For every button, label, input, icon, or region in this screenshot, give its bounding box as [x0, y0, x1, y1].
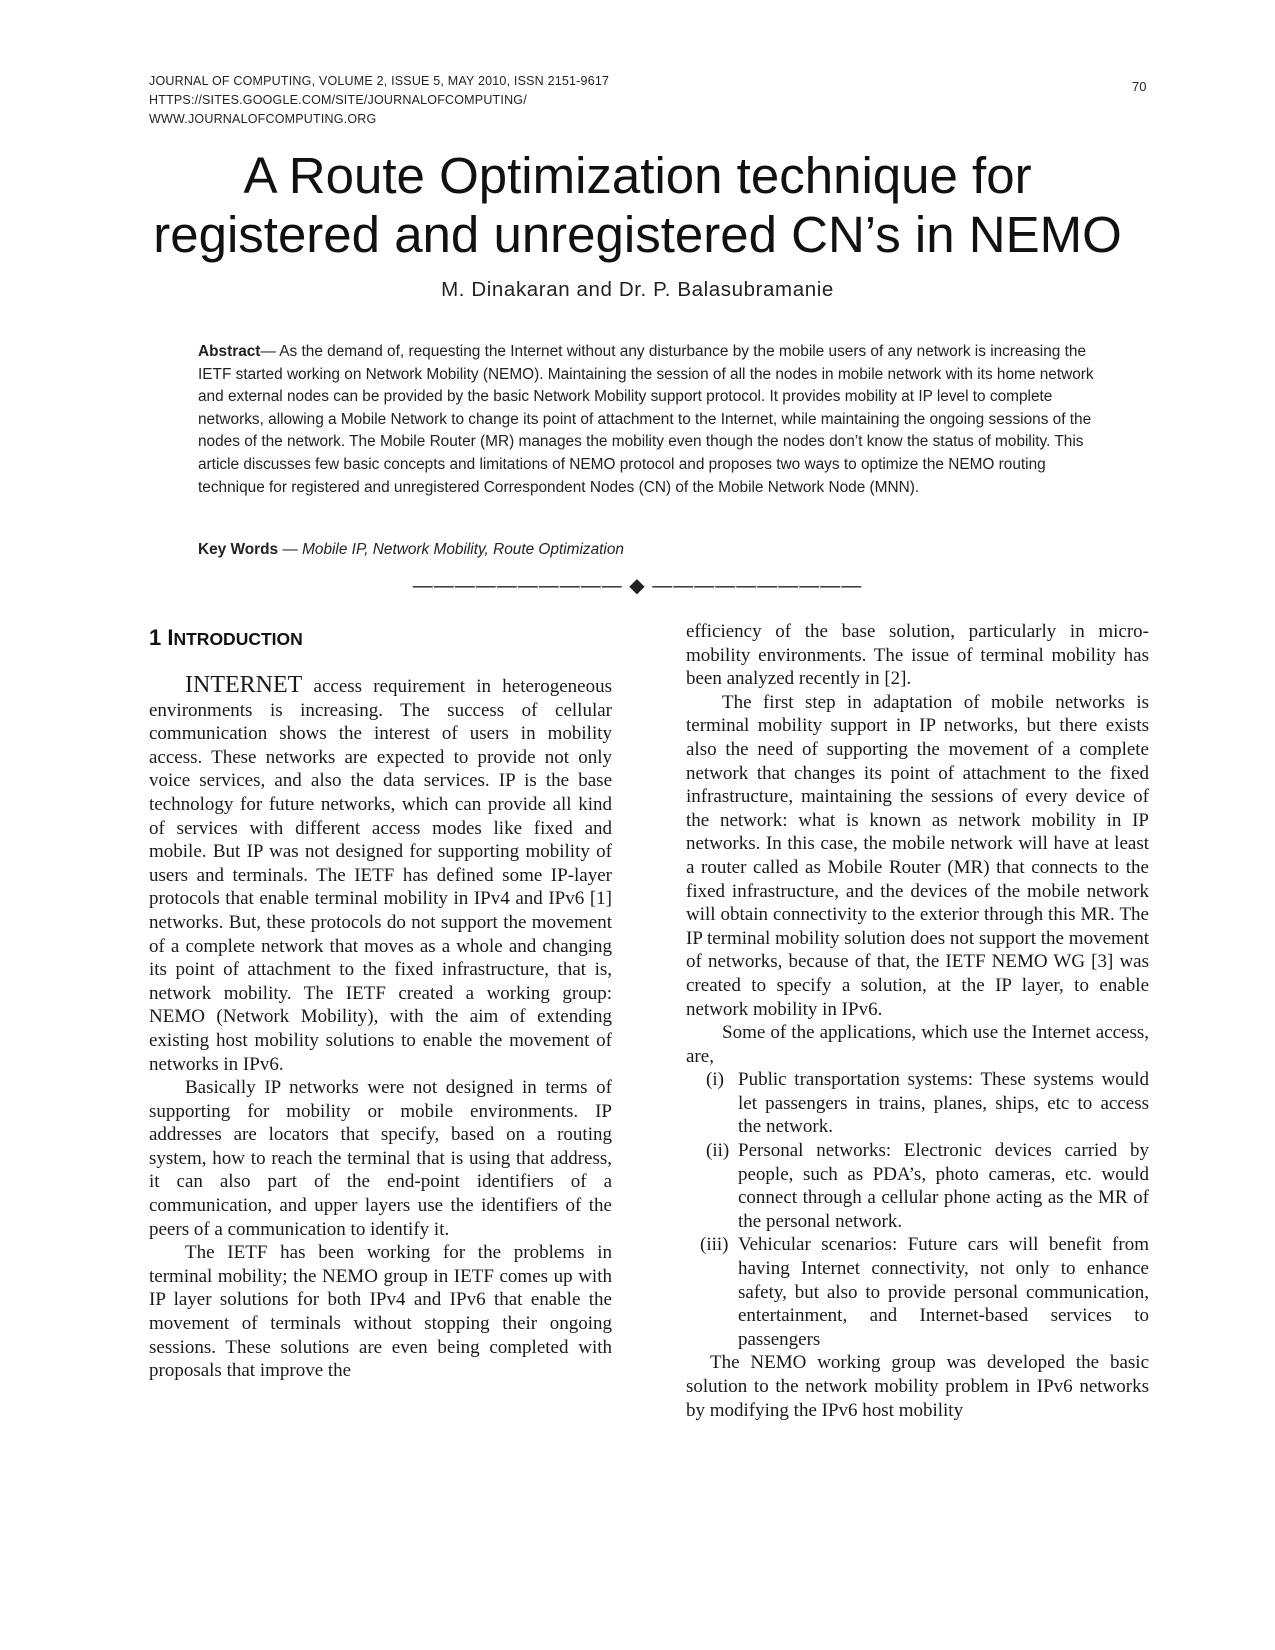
abstract-label: Abstract [198, 343, 261, 360]
list-item-text: Vehicular scenarios: Future cars will benefit from having Internet connectivity, not only to enhance safety, but also to provide personal communication, entertainment, and Internet-based services to passengers [738, 1234, 1149, 1350]
section-heading [149, 625, 303, 651]
list-item [686, 1068, 1149, 1139]
authors: M. Dinakaran and Dr. P. Balasubramanie [441, 278, 834, 301]
intro-paragraph-1-text: access requirement in heterogeneous environments is increasing. The success of cellular communication shows the interest of users in mobility access. These networks are expected to provide not only voice services, and also the data services. IP is the base technology for future networks, which can provide all kind of services with different access modes like fixed and mobile. But IP was not designed for supporting mobility of users and terminals. The IETF has defined some IP-layer protocols that enable terminal mobility in IPv4 and IPv6 [1] networks. But, these protocols do not support the movement of a complete network that moves as a whole and changing its point of attachment to the fixed infrastructure, that is, network mobility. The IETF created a working group: NEMO (Network Mobility), with the aim of extending existing host mobility solutions to enable the movement of networks in IPv6. [149, 676, 612, 1075]
paper-title [0, 146, 1275, 264]
paper-title-line1: A Route Optimization technique for [243, 147, 1032, 204]
keywords-label: Key Words [198, 541, 279, 558]
paper-title-line2: registered and unregistered CN’s in NEMO [153, 206, 1122, 263]
list-item-number: (iii) [700, 1234, 729, 1256]
list-item [686, 1139, 1149, 1233]
list-item-number: (i) [706, 1069, 724, 1091]
section-initial: I [167, 625, 174, 650]
journal-header [149, 72, 1149, 129]
intro-initial-word: INTERNET [185, 672, 303, 698]
abstract-text: — As the demand of, requesting the Internet without any disturbance by the mobile users of any network is increasing the IETF started working on Network Mobility (NEMO). Maintaining the session of all the nodes in mobile network with its home network and external nodes can be provided by the basic Network Mobility support protocol. It provides mobility at IP level to complete networks, allowing a Mobile Network to change its point of attachment to the Internet, while maintaining the ongoing sessions of the nodes of the network. The Mobile Router (MR) manages the mobility even though the nodes don’t know the status of mobility. This article discusses few basic concepts and limitations of NEMO protocol and proposes two ways to optimize the NEMO routing technique for registered and unregistered Correspondent Nodes (CN) of the Mobile Network Node (MNN). [198, 343, 1094, 496]
applications-list [686, 1068, 1149, 1351]
section-number: 1 [149, 625, 168, 650]
list-item-number: (ii) [706, 1140, 730, 1162]
keywords [198, 541, 624, 559]
intro-paragraph-2: Basically IP networks were not designed in terms of supporting for mobility or mobile environments. IP addresses are locators that specify, based on a routing system, how to reach the terminal that is using that address, it can also part of the end-point identifiers of a communication, and upper layers use the identifiers of the peers of a communication to identify it. [149, 1077, 612, 1240]
right-paragraph-4: The NEMO working group was developed the basic solution to the network mobility problem in IPv6 networks by modifying the IPv6 host mobility [686, 1352, 1149, 1421]
journal-header-line3: WWW.JOURNALOFCOMPUTING.ORG [149, 112, 377, 126]
left-column [149, 674, 612, 1383]
abstract [198, 341, 1098, 499]
intro-paragraph-1 [149, 674, 612, 1076]
section-divider: —————————— ◆ —————————— [412, 575, 863, 597]
list-item-text: Public transportation systems: These systems would let passengers in trains, planes, ships, etc to access the network. [738, 1069, 1149, 1138]
right-paragraph-1: efficiency of the base solution, particularly in micro-mobility environments. The issue of terminal mobility has been analyzed recently in [2]. [686, 621, 1149, 690]
page-number: 70 [1132, 79, 1147, 94]
intro-paragraph-3: The IETF has been working for the problems in terminal mobility; the NEMO group in IETF comes up with IP layer solutions for both IPv4 and IPv6 that enable the movement of terminals without stopping their ongoing sessions. These solutions are even being completed with proposals that improve the [149, 1242, 612, 1382]
right-paragraph-3: Some of the applications, which use the Internet access, are, [686, 1022, 1149, 1067]
keywords-text: Mobile IP, Network Mobility, Route Optimization [302, 541, 624, 558]
list-item-text: Personal networks: Electronic devices carried by people, such as PDA’s, photo cameras, etc. would connect through a cellular phone acting as the MR of the personal network. [738, 1140, 1149, 1232]
list-item [686, 1233, 1149, 1351]
section-title-rest: NTRODUCTION [173, 629, 303, 649]
right-paragraph-2: The first step in adaptation of mobile networks is terminal mobility support in IP networks, but there exists also the need of supporting the movement of a complete network that changes its point of attachment to the fixed infrastructure, maintaining the sessions of every device of the network: what is known as network mobility in IP networks. In this case, the mobile network will have at least a router called as Mobile Router (MR) that connects to the fixed infrastructure, and the devices of the mobile network will obtain connectivity to the exterior through this MR. The IP terminal mobility solution does not support the movement of networks, because of that, the IETF NEMO WG [3] was created to specify a solution, at the IP layer, to enable network mobility in IPv6. [686, 691, 1149, 1020]
keywords-separator: — [278, 541, 303, 558]
journal-header-line1: JOURNAL OF COMPUTING, VOLUME 2, ISSUE 5, MAY 2010, ISSN 2151-9617 [149, 74, 610, 88]
journal-header-line2: HTTPS://SITES.GOOGLE.COM/SITE/JOURNALOFCOMPUTING/ [149, 93, 527, 107]
right-column [686, 620, 1149, 1422]
